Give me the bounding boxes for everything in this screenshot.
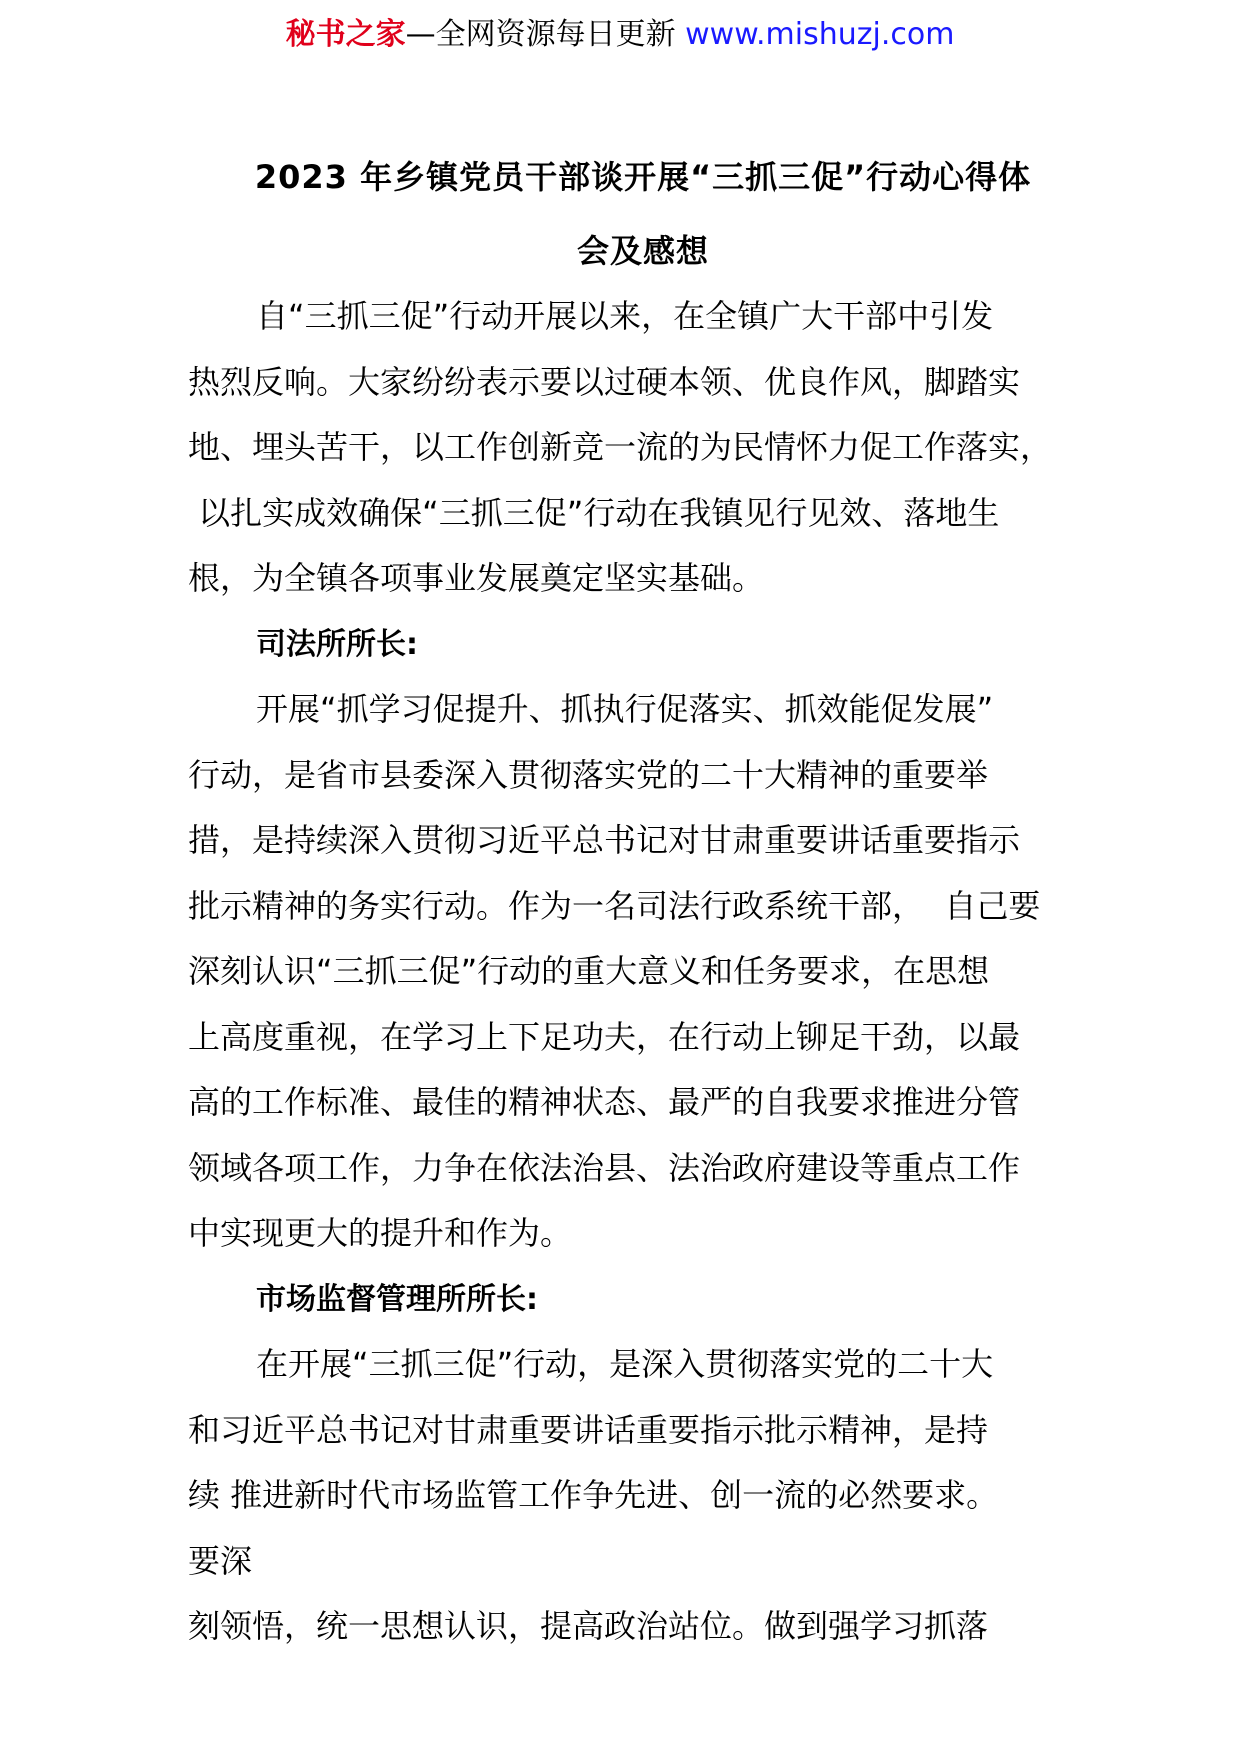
paragraph-line: 以扎实成效确保“三抓三促”行动在我镇见行见效、落地生	[188, 493, 1000, 532]
paragraph-line: 根，为全镇各项事业发展奠定坚实基础。	[188, 559, 765, 597]
paragraph-line: 地、埋头苦干，以工作创新竞一流的为民情怀力促工作落实，	[188, 428, 1053, 466]
section-paragraph-market	[188, 1332, 1098, 1660]
paragraph-line: 续 推进新时代市场监管工作争先进、创一流的必然要求。	[188, 1476, 999, 1514]
paragraph-line: 批示精神的务实行动。作为一名司法行政系统干部， 自己要	[188, 886, 1041, 925]
site-url-link[interactable]: www.mishuzj.com	[685, 17, 955, 52]
intro-paragraph	[188, 284, 1098, 612]
paragraph-line: 上高度重视，在学习上下足功夫，在行动上铆足干劲，以最	[188, 1017, 1021, 1056]
paragraph-line: 和习近平总书记对甘肃重要讲话重要指示批示精神，是持	[188, 1410, 989, 1449]
brand-name: 秘书之家	[285, 17, 406, 52]
paragraph-line: 热烈反响。大家纷纷表示要以过硬本领、优良作风，脚踏实	[188, 362, 1021, 401]
paragraph-line: 中实现更大的提升和作为。	[188, 1214, 573, 1252]
paragraph-line: 开展“抓学习促提升、抓执行促落实、抓效能促发展”	[256, 690, 994, 728]
document-title	[188, 140, 1098, 288]
paragraph-line: 高的工作标准、最佳的精神状态、最严的自我要求推进分管	[188, 1083, 1021, 1121]
section-heading-judicial: 司法所所长:	[256, 626, 418, 662]
title-line: 会及感想	[576, 232, 709, 270]
paragraph-line: 要深	[188, 1541, 253, 1580]
section-paragraph-judicial	[188, 677, 1098, 1267]
paragraph-line: 行动，是省市县委深入贯彻落实党的二十大精神的重要举	[188, 755, 989, 794]
paragraph-line: 深刻认识“三抓三促”行动的重大意义和任务要求，在思想	[188, 952, 990, 990]
paragraph-line: 自“三抓三促”行动开展以来，在全镇广大干部中引发	[256, 297, 994, 335]
document-body	[188, 140, 1098, 1660]
title-line: 2023 年乡镇党员干部谈开展“三抓三促”行动心得体	[254, 158, 1032, 196]
site-header	[0, 12, 1240, 58]
header-slogan: —全网资源每日更新	[405, 17, 686, 52]
paragraph-line: 在开展“三抓三促”行动，是深入贯彻落实党的二十大	[256, 1345, 994, 1383]
paragraph-line: 刻领悟，统一思想认识，提高政治站位。做到强学习抓落	[188, 1607, 989, 1645]
section-heading-market: 市场监督管理所所长:	[256, 1281, 538, 1317]
paragraph-line: 措，是持续深入贯彻习近平总书记对甘肃重要讲话重要指示	[188, 821, 1021, 859]
paragraph-line: 领域各项工作，力争在依法治县、法治政府建设等重点工作	[188, 1148, 1021, 1187]
